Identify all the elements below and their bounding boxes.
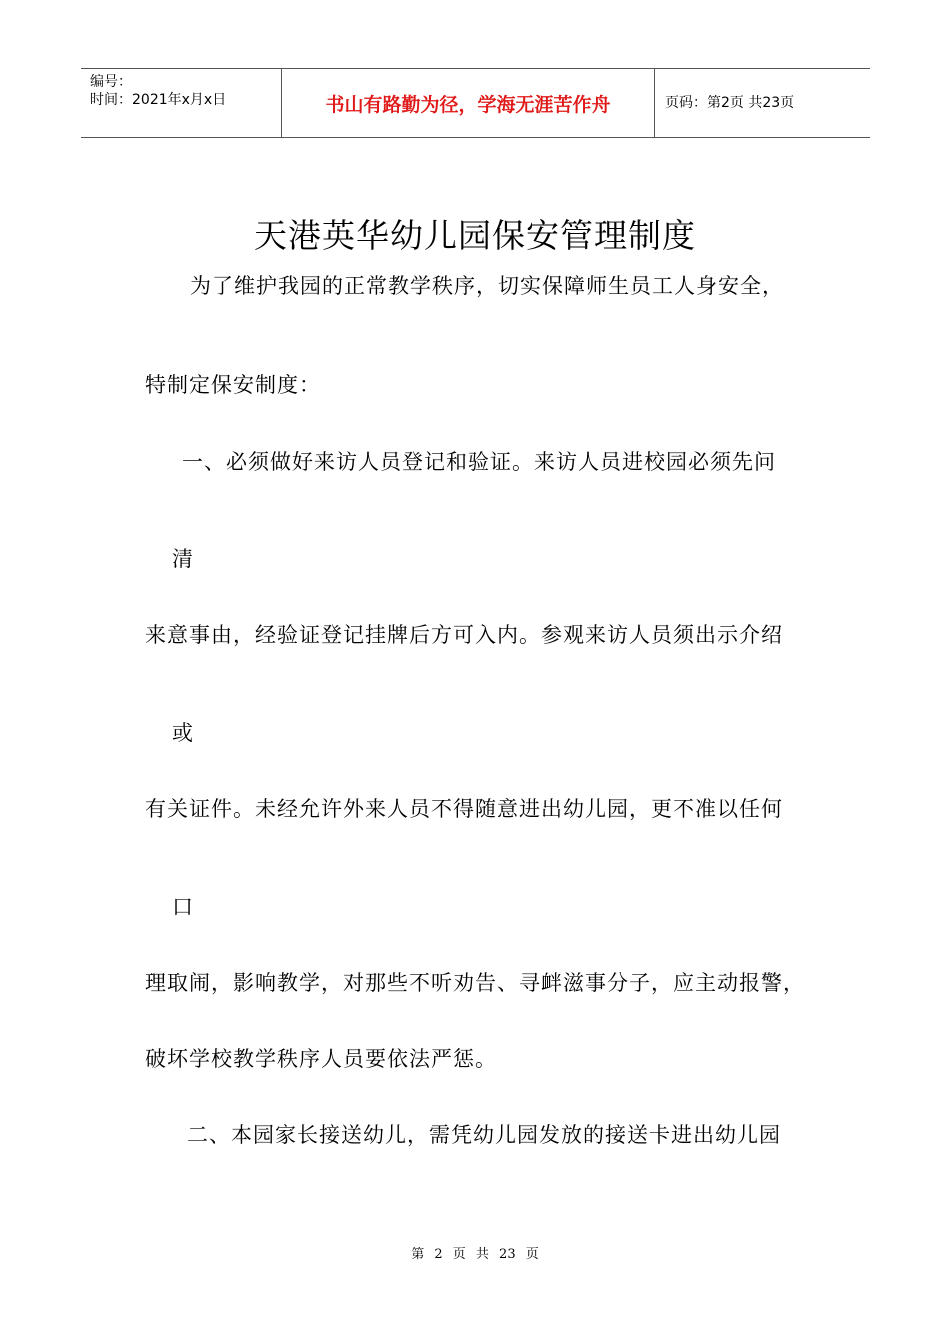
- clause-1-line-1: 一、必须做好来访人员登记和验证。来访人员进校园必须先问: [182, 450, 776, 474]
- header-motto-cell: [282, 69, 655, 137]
- header-page-cell: [655, 69, 870, 137]
- clause-1-line-5: 有关证件。未经允许外来人员不得随意进出幼儿园，更不准以任何: [145, 797, 783, 821]
- page-footer: 第 2 页 共 23 页: [411, 1247, 539, 1262]
- clause-2-line-1: 二、本园家长接送幼儿，需凭幼儿园发放的接送卡进出幼儿园: [187, 1123, 781, 1147]
- intro-line-2: 特制定保安制度：: [145, 373, 321, 397]
- clause-1-line-3: 来意事由，经验证登记挂牌后方可入内。参观来访人员须出示介绍: [145, 623, 783, 647]
- page-info: 页码：第2页 共23页: [665, 95, 795, 111]
- clause-1-line-6: 口: [172, 895, 194, 919]
- document-title: 天港英华幼儿园保安管理制度: [254, 216, 696, 255]
- clause-1-line-7: 理取闹，影响教学，对那些不听劝告、寻衅滋事分子，应主动报警，: [145, 971, 805, 995]
- clause-1-line-4: 或: [172, 721, 194, 745]
- clause-1-line-8: 破坏学校教学秩序人员要依法严惩。: [145, 1047, 497, 1071]
- number-label: 编号：: [90, 74, 132, 90]
- motto: 书山有路勤为径，学海无涯苦作舟: [325, 94, 611, 116]
- intro-line-1: 为了维护我园的正常教学秩序，切实保障师生员工人身安全，: [190, 274, 784, 298]
- header-table: [81, 68, 870, 138]
- clause-1-line-2: 清: [172, 547, 194, 571]
- header-meta-cell: [81, 69, 282, 137]
- date-label: 时间：2021年x月x日: [90, 92, 227, 108]
